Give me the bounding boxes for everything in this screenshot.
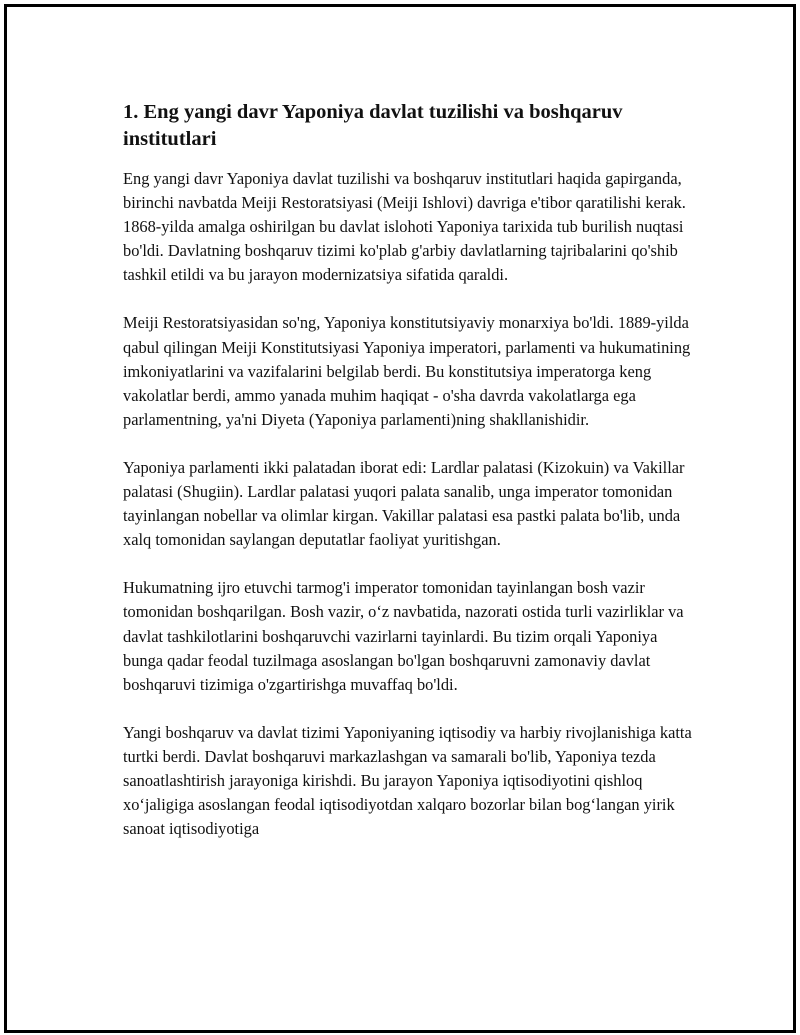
paragraph-5: Yangi boshqaruv va davlat tizimi Yaponiyaning iqtisodiy va harbiy rivojlanishiga katta turtki berdi. Davlat boshqaruvi markazlashgan va samarali bo'lib, Yaponiya tezda sanoatlashtirish jarayoniga kirishdi. Bu jarayon Yaponiya iqtisodiyotini qishloq xo‘jaligiga asoslangan feodal iqtisodiyotdan xalqaro bozorlar bilan bog‘langan yirik sanoat iqtisodiyotiga [123,722,692,839]
paragraph-4: Hukumatning ijro etuvchi tarmog'i imperator tomonidan tayinlangan bosh vazir tomonidan boshqarilgan. Bosh vazir, o‘z navbatida, nazorati ostida turli vazirliklar va davlat tashkilotlarini boshqaruvchi vazirlarni tayinlardi. Bu tizim orqali Yaponiya bunga qadar feodal tuzilmaga asoslangan bo'lgan boshqaruvni zamonaviy davlat boshqaruvi tizimiga o'zgartirishga muvaffaq bo'ldi. [123,578,684,694]
paragraph-1: Eng yangi davr Yaponiya davlat tuzilishi va boshqaruv institutlari haqida gapirganda, birinchi navbatda Meiji Restoratsiyasi (Meiji Ishlovi) davriga e'tibor qaratilishi kerak. 1868-yilda amalga oshirilgan bu davlat islohoti Yaponiya tarixida tub burilish nuqtasi bo'ldi. Davlatning boshqaruv tizimi ko'plab g'arbiy davlatlarning tajribalarini qo'shib tashkil etildi va bu jarayon modernizatsiya sifatida qaraldi. [123,169,686,285]
paragraph-2: Meiji Restoratsiyasidan so'ng, Yaponiya konstitutsiyaviy monarxiya bo'ldi. 1889-yilda qabul qilingan Meiji Konstitutsiyasi Yaponiya imperatori, parlamenti va hukumatining imkoniyatlarini va vazifalarini belgilab berdi. Bu konstitutsiya imperatorga keng vakolatlar berdi, ammo yanada muhim haqiqat - o'sha davrda vakolatlarga ega parlamentning, ya'ni Diyeta (Yaponiya parlamenti)ning shakllanishidir. [123,313,691,429]
page-frame [4,4,796,1033]
document-body [123,99,693,865]
paragraph-3: Yaponiya parlamenti ikki palatadan iborat edi: Lardlar palatasi (Kizokuin) va Vakillar palatasi (Shugiin). Lardlar palatasi yuqori palata sanalib, unga imperator tomonidan tayinlangan nobellar va olimlar kirgan. Vakillar palatasi esa pastki palata bo'lib, unda xalq tomonidan saylangan deputatlar faoliyat yuritishgan. [123,457,685,550]
document-title: 1. Eng yangi davr Yaponiya davlat tuzilishi va boshqaruv institutlari [123,101,623,150]
